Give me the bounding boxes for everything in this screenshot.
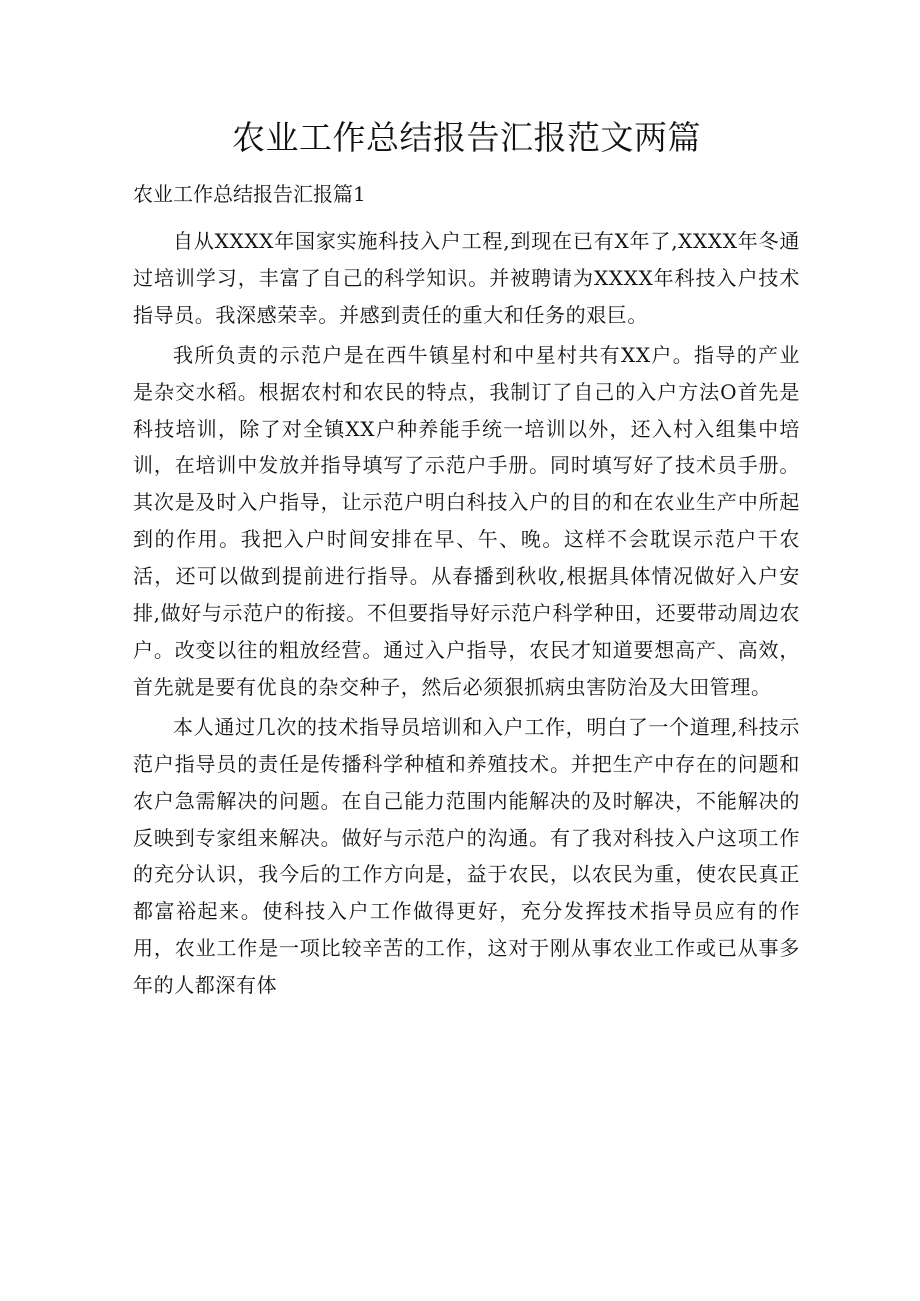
paragraph-1: 自从XXXX年国家实施科技入户工程,到现在已有X年了,XXXX年冬通过培训学习，丰富了自己的科学知识。并被聘请为XXXX年科技入户技术指导员。我深感荣幸。并感到责任的重大和任务的艰巨。	[133, 229, 800, 327]
section-heading: 农业工作总结报告汇报篇1	[133, 182, 366, 206]
paragraph-2: 我所负责的示范户是在西牛镇星村和中星村共有XX户。指导的产业是杂交水稻。根据农村和农民的特点，我制订了自己的入户方法O首先是科技培训，除了对全镇XX户种养能手统一培训以外，还入村入组集中培训，在培训中发放并指导填写了示范户手册。同时填写好了技术员手册。其次是及时入户指导，让示范户明白科技入户的目的和在农业生产中所起到的作用。我把入户时间安排在早、午、晚。这样不会耽误示范户干农活，还可以做到提前进行指导。从春播到秋收,根据具体情况做好入户安排,做好与示范户的衔接。不但要指导好示范户科学种田，还要带动周边农户。改变以往的粗放经营。通过入户指导，农民才知道要想高产、高效，首先就是要有优良的杂交种子，然后必须狠抓病虫害防治及大田管理。	[133, 342, 800, 699]
document-title: 农业工作总结报告汇报范文两篇	[232, 118, 701, 157]
paragraph-3: 本人通过几次的技术指导员培训和入户工作，明白了一个道理,科技示范户指导员的责任是传播科学种植和养殖技术。并把生产中存在的问题和农户急需解决的问题。在自己能力范围内能解决的及时解决，不能解决的反映到专家组来解决。做好与示范户的沟通。有了我对科技入户这项工作的充分认识，我今后的工作方向是，益于农民，以农民为重，使农民真正都富裕起来。使科技入户工作做得更好，充分发挥技术指导员应有的作用，农业工作是一项比较辛苦的工作，这对于刚从事农业工作或已从事多年的人都深有体	[133, 714, 800, 998]
